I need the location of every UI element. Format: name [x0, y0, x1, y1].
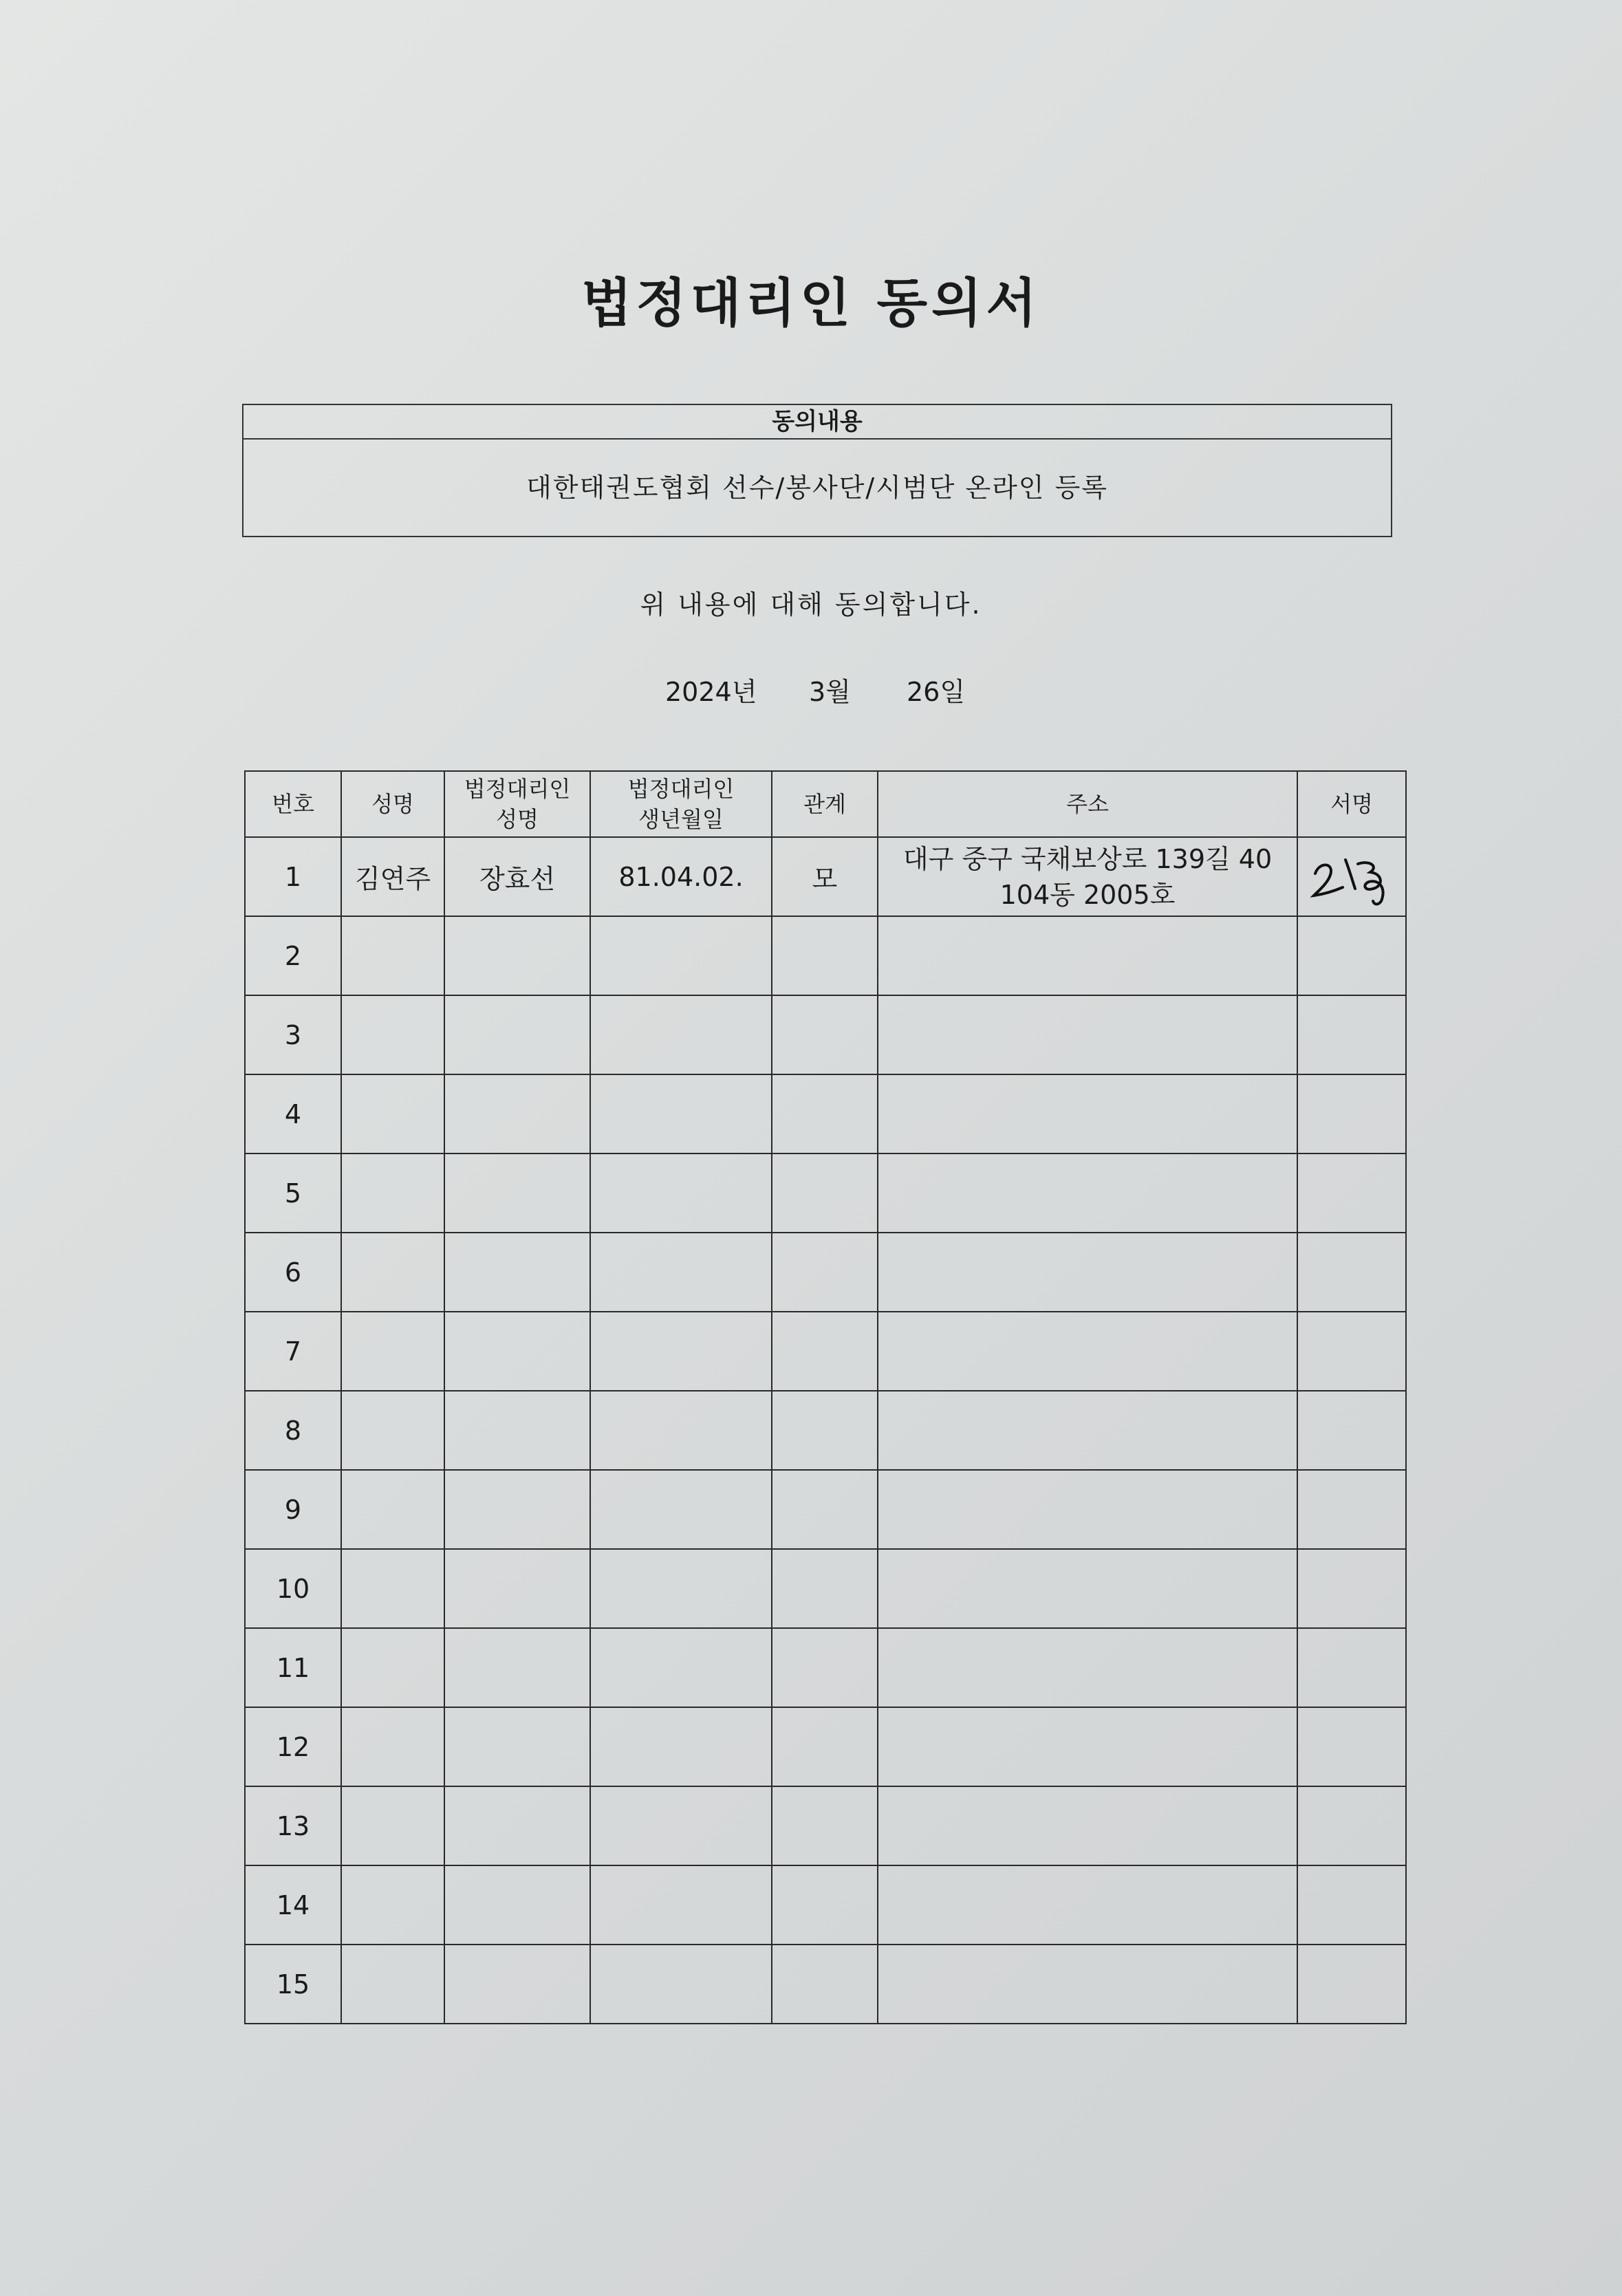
cell-guardian-name	[444, 1074, 590, 1154]
cell-guardian-name	[444, 1628, 590, 1707]
cell-relation	[772, 1707, 878, 1786]
cell-number: 8	[245, 1391, 341, 1470]
cell-number: 3	[245, 995, 341, 1074]
cell-guardian-name	[444, 1312, 590, 1391]
cell-number: 10	[245, 1549, 341, 1628]
date-day: 26일	[907, 677, 966, 707]
cell-signature	[1297, 995, 1406, 1074]
cell-address	[878, 1154, 1297, 1233]
registration-table	[244, 770, 1407, 2024]
cell-address	[878, 1549, 1297, 1628]
cell-guardian-name	[444, 1233, 590, 1312]
cell-relation	[772, 1945, 878, 2024]
cell-number: 4	[245, 1074, 341, 1154]
cell-guardian-birth	[590, 1707, 772, 1786]
cell-signature	[1297, 1945, 1406, 2024]
cell-guardian-name	[444, 1707, 590, 1786]
cell-guardian-birth	[590, 1074, 772, 1154]
cell-guardian-name	[444, 1549, 590, 1628]
cell-relation	[772, 1470, 878, 1549]
cell-guardian-name	[444, 1154, 590, 1233]
cell-name	[341, 1786, 444, 1865]
cell-name	[341, 1865, 444, 1945]
consent-content-box	[242, 404, 1392, 537]
cell-number: 14	[245, 1865, 341, 1945]
cell-guardian-birth	[590, 1865, 772, 1945]
cell-relation	[772, 995, 878, 1074]
cell-number: 2	[245, 916, 341, 995]
cell-guardian-birth	[590, 1391, 772, 1470]
cell-name: 김연주	[341, 837, 444, 916]
table-row	[245, 1470, 1406, 1549]
table-header-row	[245, 771, 1406, 837]
cell-signature	[1297, 1391, 1406, 1470]
header-number: 번호	[245, 771, 341, 837]
cell-signature	[1297, 1549, 1406, 1628]
cell-relation	[772, 1549, 878, 1628]
cell-number: 6	[245, 1233, 341, 1312]
cell-address	[878, 1628, 1297, 1707]
address-line2: 104동 2005호	[999, 879, 1176, 910]
cell-guardian-birth	[590, 1628, 772, 1707]
table-row	[245, 1865, 1406, 1945]
cell-name	[341, 1628, 444, 1707]
cell-number: 1	[245, 837, 341, 916]
cell-address	[878, 1391, 1297, 1470]
address-line1: 대구 중구 국채보상로 139길 40	[902, 843, 1273, 874]
cell-guardian-birth	[590, 1786, 772, 1865]
cell-signature	[1297, 1312, 1406, 1391]
cell-name	[341, 1233, 444, 1312]
table-row	[245, 1707, 1406, 1786]
form-title: 법정대리인 동의서	[581, 272, 1041, 334]
table-row	[245, 1074, 1406, 1154]
cell-number: 7	[245, 1312, 341, 1391]
cell-address	[878, 1470, 1297, 1549]
cell-signature	[1297, 1074, 1406, 1154]
cell-relation	[772, 1154, 878, 1233]
cell-signature	[1297, 1470, 1406, 1549]
table-row	[245, 1312, 1406, 1391]
cell-address	[878, 837, 1297, 916]
table-row	[245, 1945, 1406, 2024]
cell-guardian-birth	[590, 1470, 772, 1549]
cell-signature	[1297, 837, 1406, 916]
consent-header: 동의내용	[244, 405, 1391, 440]
cell-address	[878, 1312, 1297, 1391]
cell-name	[341, 1945, 444, 2024]
cell-relation	[772, 1233, 878, 1312]
cell-address	[878, 1707, 1297, 1786]
cell-address	[878, 1945, 1297, 2024]
cell-address	[878, 1074, 1297, 1154]
cell-number: 15	[245, 1945, 341, 2024]
cell-name	[341, 1707, 444, 1786]
table-row	[245, 1786, 1406, 1865]
cell-guardian-birth	[590, 995, 772, 1074]
cell-address	[878, 916, 1297, 995]
cell-signature	[1297, 1233, 1406, 1312]
consent-content: 대한태권도협회 선수/봉사단/시범단 온라인 등록	[526, 473, 1108, 503]
header-signature: 서명	[1297, 771, 1406, 837]
table-row	[245, 1549, 1406, 1628]
header-address: 주소	[878, 771, 1297, 837]
cell-relation	[772, 1391, 878, 1470]
date-month: 3월	[809, 677, 851, 707]
cell-name	[341, 916, 444, 995]
header-guardian-birth-line2: 생년월일	[638, 806, 724, 832]
table-row	[245, 1154, 1406, 1233]
cell-name	[341, 1549, 444, 1628]
cell-guardian-name	[444, 1786, 590, 1865]
cell-guardian-name: 장효선	[444, 837, 590, 916]
cell-name	[341, 1470, 444, 1549]
cell-guardian-name	[444, 1470, 590, 1549]
header-guardian-name	[444, 771, 590, 837]
header-guardian-birth	[590, 771, 772, 837]
cell-address	[878, 995, 1297, 1074]
cell-number: 11	[245, 1628, 341, 1707]
header-relation: 관계	[772, 771, 878, 837]
cell-name	[341, 1312, 444, 1391]
cell-relation	[772, 1312, 878, 1391]
cell-number: 12	[245, 1707, 341, 1786]
cell-relation	[772, 1074, 878, 1154]
cell-address	[878, 1233, 1297, 1312]
cell-guardian-name	[444, 1945, 590, 2024]
agreement-statement: 위 내용에 대해 동의합니다.	[640, 589, 982, 620]
cell-guardian-name	[444, 1865, 590, 1945]
table-row	[245, 995, 1406, 1074]
cell-signature	[1297, 916, 1406, 995]
cell-guardian-birth	[590, 1945, 772, 2024]
cell-relation	[772, 1628, 878, 1707]
handwritten-signature	[1307, 846, 1396, 908]
table-row	[245, 1233, 1406, 1312]
cell-name	[341, 1074, 444, 1154]
header-guardian-name-line2: 성명	[496, 806, 539, 832]
cell-number: 5	[245, 1154, 341, 1233]
cell-signature	[1297, 1628, 1406, 1707]
cell-guardian-birth	[590, 1549, 772, 1628]
cell-name	[341, 1154, 444, 1233]
cell-guardian-name	[444, 916, 590, 995]
cell-relation: 모	[772, 837, 878, 916]
header-guardian-birth-line1: 법정대리인	[627, 776, 735, 802]
header-name: 성명	[341, 771, 444, 837]
cell-address	[878, 1786, 1297, 1865]
table-row	[245, 1391, 1406, 1470]
cell-address	[878, 1865, 1297, 1945]
cell-signature	[1297, 1154, 1406, 1233]
cell-number: 9	[245, 1470, 341, 1549]
cell-signature	[1297, 1707, 1406, 1786]
cell-signature	[1297, 1786, 1406, 1865]
table-row	[245, 837, 1406, 916]
date-year: 2024년	[665, 677, 757, 707]
cell-relation	[772, 916, 878, 995]
cell-guardian-birth	[590, 1233, 772, 1312]
cell-name	[341, 1391, 444, 1470]
cell-signature	[1297, 1865, 1406, 1945]
cell-guardian-birth	[590, 1154, 772, 1233]
cell-guardian-birth: 81.04.02.	[590, 837, 772, 916]
cell-guardian-birth	[590, 1312, 772, 1391]
cell-relation	[772, 1786, 878, 1865]
table-row	[245, 916, 1406, 995]
cell-name	[341, 995, 444, 1074]
cell-guardian-name	[444, 1391, 590, 1470]
cell-guardian-name	[444, 995, 590, 1074]
cell-guardian-birth	[590, 916, 772, 995]
cell-relation	[772, 1865, 878, 1945]
header-guardian-name-line1: 법정대리인	[464, 776, 571, 802]
table-row	[245, 1628, 1406, 1707]
cell-number: 13	[245, 1786, 341, 1865]
